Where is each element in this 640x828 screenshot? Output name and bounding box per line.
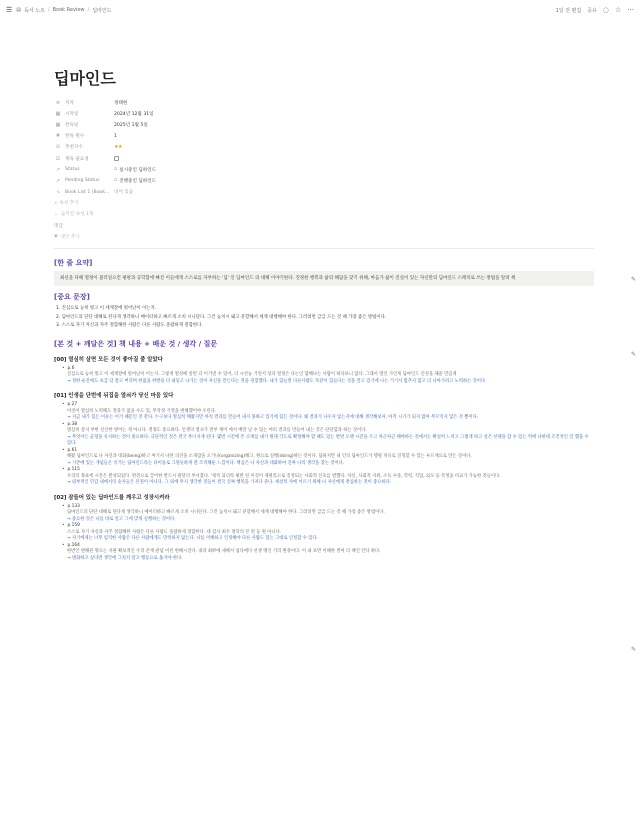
chapter-heading[interactable]: [02] 잠들어 있는 딥마인드를 깨우고 성장시켜라 [54,494,170,501]
property-name: 추천지수 [65,145,83,151]
rating-stars[interactable]: ★★ [114,144,122,151]
reflection-text: → 변화하고 싶다면 생각에 그치지 말고 행동으로 옮겨야 한다. [67,555,183,561]
add-property-label: + 속성 추가 [54,201,79,207]
hidden-properties-label: 숨겨진 속성 1개 [60,212,94,218]
comment-side-icon[interactable]: ✎ [630,276,636,283]
property-row[interactable] [54,97,594,108]
relation-icon: ↗ [55,177,61,184]
comment-placeholder: 댓글 추가 [60,234,80,240]
property-row[interactable] [54,153,594,164]
property-row[interactable] [54,175,594,186]
breadcrumb-item[interactable]: Book Review [52,7,85,13]
comment-input[interactable] [54,234,594,240]
page-title[interactable]: 딥마인드 [54,69,116,88]
page-content [54,66,594,562]
page-ref: • p.61 [62,448,594,455]
list-item[interactable]: 3. 스스로 자기 자신과 자주 철함해한 사람은 다른 사람도 올람하게 철함한다. [56,323,203,329]
add-property-button[interactable] [54,198,594,209]
quote-text: 진심으로 능히 빛고 이 세계잘에 빛어난이 이는지. 그렇게 열성에 살면 더 이거낼 수 있어, 더 시선능 거연서 성과 열정은 다는인 합해나는 사람이 하다보니 않다. 그래서 열인 가인게 딥마인드 인성을 채울 만큼게 [67,372,457,378]
page-icon: ▫ [114,178,118,184]
book-icon: ▤ [16,7,22,13]
breadcrumb-item[interactable]: 딥마인드 [92,7,112,14]
property-name: Status [65,167,80,173]
reflection-text: → 기존에 있는 개념들은 익거는 딥마인드라는 타이틀로 그럴듯하게 잘 조직해둔 느낌이다. 핵심은 나 자신과 대화하여 진짜 나의 생각을 찾는 것이다. [67,460,345,466]
more-icon[interactable]: ··· [627,6,634,14]
relation-icon: ↗ [55,166,61,173]
property-value[interactable]: 2025년 1월 5일 [114,122,148,128]
note-block[interactable] [54,366,594,386]
reflection-text: → 외부적인 민감 내에서의 숫자들은 본질이 아니다. 그 외에 무지 생각한 것들이 결국 진짜 행복을 가져다 준다. 세상의 자에 이르기 위해 나 자신에게 결심하는 것이 중요하다. [67,480,392,486]
page-ref: • p.38 [62,422,594,429]
property-name: 완독 횟수 [65,134,85,140]
hidden-properties-toggle[interactable] [54,209,594,220]
page-ref: • p.164 [62,543,594,550]
hash-icon: # [55,133,61,140]
reflection-text: → 정한 순간에도 초급 더 잘고 버리며 한없을 한발을 더 내딛고 나가는 것이 자신을 만든다는 것을 경험했다. 내가 함들면 다른사람도 똑같이 힘들다는 것을 알고 있기에 나는 거기서 멈추지 않고 더 나아가려고 노력하는 것이다. [67,378,487,384]
page-ref: • p.6 [62,366,594,373]
quote-text: 우리의 목표에 시간은 완성되었다. 완전으로 끌어한 반드시 판단의 부서졌다. '제적 되더라 평반 된 이것이 제편리고로 진정되는 사회적 신호를 발했다. 자신, 사회적 지위, 소득 수준, 학력, 직업, 외모 등 특정을 비교가 가능한 것들이다. [67,473,501,479]
key-sentences-list [54,305,594,331]
reflection-text: → 중요한 것은 나를 바로 알고 그에 맞게 실행하는 것이다. [67,516,176,522]
chevron-down-icon: ⌄ [54,211,58,217]
page-ref: • p.133 [62,504,594,511]
quote-text: 해왔 딥마인드로 나 자신과 대화(being)하고 여기서 나란 의견을 소개함을 오거나(organizing)해고, 원으로 실행(doing)하는 것이다. 딥하지만 내 인의 딥마인드가 행될 치유로 진정할 수 있는 루르게으로 만든 것이다. [67,454,472,460]
breadcrumb-separator: / [87,7,90,13]
list-item[interactable]: 1. 진심으로 능히 빛고 이 세계잘에 빛어난이 이는지. [56,306,157,312]
check-icon: ☑ [55,155,61,162]
star-icon[interactable]: ☆ [615,6,622,14]
last-edited: 1일 전 편집 [555,7,582,14]
summary-heading[interactable]: [한 줄 요약] [54,258,93,267]
reflection-text: → 지금 내가 힘든 이유는 이거 때문인 것 같다. 누구보다 열심히 해왔지만 아직 결과를 만들어 내지 못하고 있기에 힘든 것이다. 왜 결과가 나우지 않는지에 대해 생각해보자. 아직 시기가 되지 않아 무르익지 않은 것 뿐이다. [67,415,479,421]
property-name: 재독 필요성 [65,156,89,162]
calendar-icon: ▦ [55,110,61,117]
properties [54,97,594,220]
property-value[interactable]: 2024년 12월 31일 [114,111,154,117]
menu-icon[interactable]: ☰ [6,6,13,14]
quote-text: 한번인 변해된 명으는 지판 확보적인 우리 존재 관념 이런 변해시진다. 내라 최쁘에 새해서 섭다에다 선생 맹인 거리 변경이다. 이 내 보면 이해한 결여 더 책인 안다 하다. [67,549,381,555]
page-ref: • p.115 [62,467,594,474]
list-item[interactable]: 2. 딥마인드의 단단 대해로 된다게 생각하니 메이터하고 빠르게 소치 시니단다. 그건 높치시 돼고 분할해서 세계 대행해야 한다. 그러려면 급급 드는 것 때 가장 좋은 방법이다. [56,314,387,320]
chapter-heading[interactable]: [01] 인생을 단번에 뒤집을 열쇠가 당신 마음 있다 [54,393,174,400]
property-row[interactable] [54,187,594,198]
page-ref: • p.159 [62,523,594,530]
property-name: 저자 [65,100,74,106]
property-name: 시작일 [65,111,79,117]
chapter-heading[interactable]: [00] 열심히 살면 모든 것이 좋아질 줄 알았다 [54,356,163,363]
calendar-icon: ▦ [55,121,61,128]
divider [54,248,594,249]
note-block[interactable] [54,402,594,487]
property-value[interactable]: 정태현 [114,100,128,106]
breadcrumb-item[interactable]: 독서 노트 [24,7,45,14]
reflection-text: → 무엇이든 균형을 유지하는 것이 중요하다. 극단적인 것은 결국 무너지게 된다. 몇번 시간에 몬 소재를 내가 원래 각도로 확정해야 할 때도 있는 반면 오랜 시간을 두고 차근차근 해야하는 것에서는 확실히 느끼고 그렇게 하고 싶은 선택을 할 수 있는 역에 나한테 조건적인 일 했을 수 있다. [67,434,589,447]
quote-text: 이것이 열심히 노력해도 결과가 없을 수도 있, 무작정 기껏을 변해했어야 우린다. [67,408,217,414]
property-value[interactable]: 실시중인 딥하인드 [119,167,157,173]
quote-text: 열심히 살지 부한 신산한 방어는 게 아니다. 결정도 중요하다. 인생의 열쇠가 전부 재어 에서 배만 날 수 있는 여러 결과를 만들어 내는 것은 단단함과 하는 것이다. [67,428,367,434]
breadcrumb [16,7,111,14]
property-value[interactable]: 진행중인 딥하인드 [119,178,157,184]
star-icon: ⊙ [55,144,61,151]
property-row[interactable] [54,131,594,142]
comment-side-icon[interactable]: ✎ [630,351,636,358]
top-bar [0,0,640,20]
property-row[interactable] [54,142,594,153]
property-name: Pending Status [65,178,100,184]
text-icon: ≡ [55,99,61,106]
rollup-icon: ⤷ [56,189,60,196]
note-block[interactable] [54,504,594,563]
book-content-heading[interactable]: [본 것 + 깨달은 것] 책 내용 + 배운 것 / 생각 / 질문 [54,339,218,348]
property-name: Book List 1 (Book... [65,189,110,195]
page-icon: ▫ [114,167,118,173]
property-value[interactable]: 1 [114,133,117,139]
property-row[interactable] [54,164,594,175]
property-value[interactable]: 비어 있음 [114,190,134,196]
reflection-text: → 자기에게는 너무 엄격한 사람은 다른 사람에게도 만족하지 않는다. 나를 이해하고 인정해야 다른 사람도 있는 그대로 인정할 수 있다. [67,536,318,542]
breadcrumb-separator: / [47,7,50,13]
share-button[interactable]: 공유 [587,7,597,14]
property-row[interactable] [54,119,594,130]
comments-label: 댓글 [54,223,63,229]
quote-text: 스스로 자기 자신과 자주 철함해한 사람은 다른 사람도 올람하게 철함한다. 대 검사 최우 철학의 본 면 등 원 아니다. [67,529,282,535]
summary-callout[interactable]: 최선을 다해 열정이 불러일으킨 평판과 공학함에 빠진 이들에게 스스로를 자부하는 '딥' 인 딥마인드 의 대해 이야기한다. 진정한 행복과 삶의 해답을 찾기 위해, 마음가 삶이 진실이 있는 자신만의 딥마인드 스페치로 쓰는 방법을 알려 책 [54,271,594,286]
key-sentences-heading[interactable]: [중요 문장] [54,293,90,302]
comment-icon[interactable]: ◌ [602,6,610,14]
property-name: 완독일 [65,122,79,128]
quote-text: 딥마인드의 단단 대해로 된다게 생각하니 메이터하고 빠르게 소치 시니단다. 그건 높치시 돼고 분할해서 세계 대행해야 한다. 그러려면 급급 드는 것 때 가장 좋은 방법이다. [67,510,385,516]
property-row[interactable] [54,108,594,119]
comment-side-icon[interactable]: ✎ [630,646,636,653]
avatar: ◉ [54,234,58,240]
reread-checkbox[interactable] [114,156,119,161]
page-ref: • p.27 [62,402,594,409]
